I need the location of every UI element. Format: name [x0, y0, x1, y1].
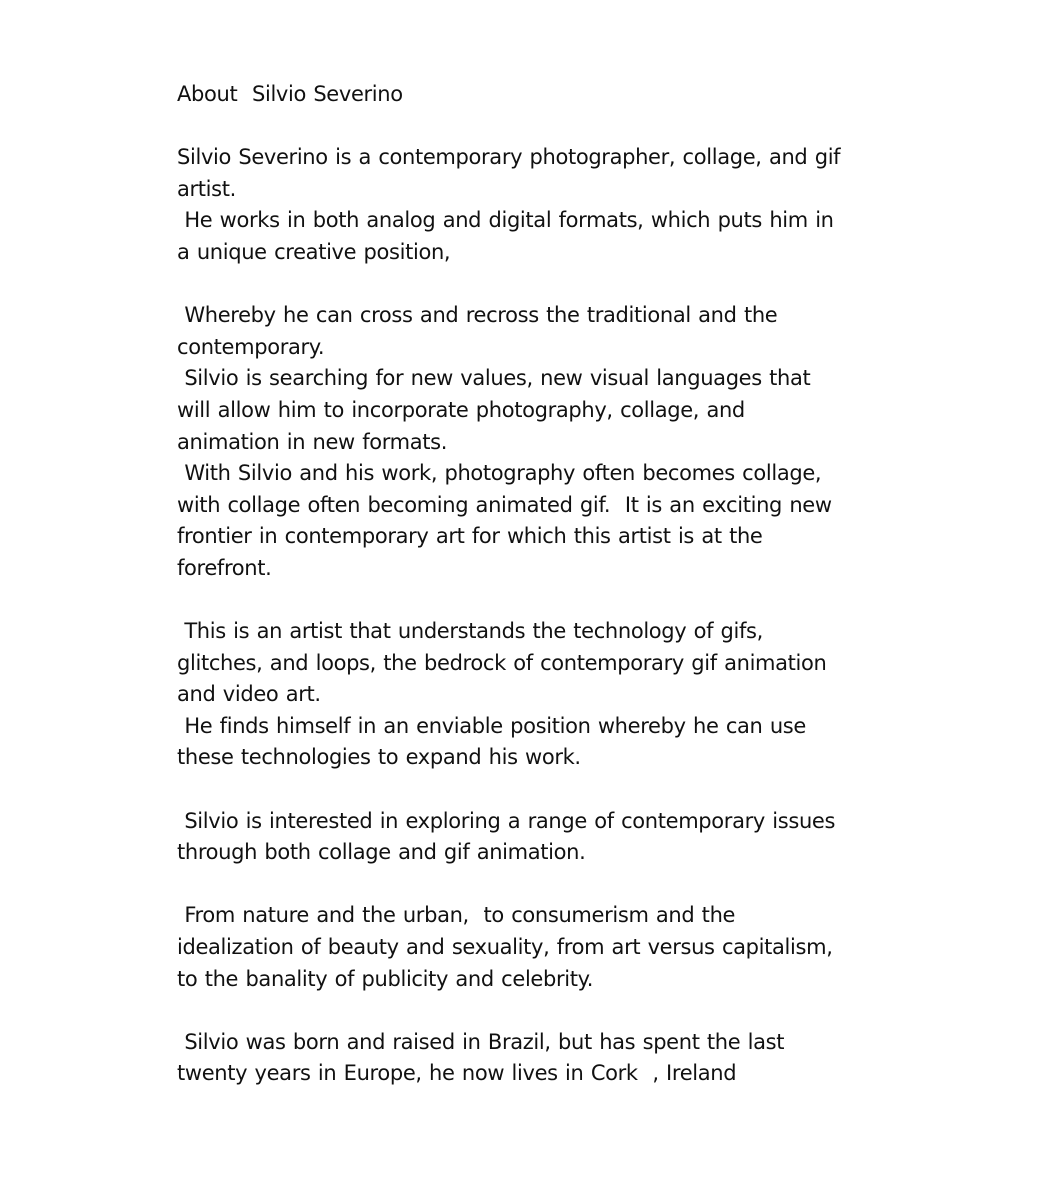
text-line: Silvio is interested in exploring a range of contemporary issues	[177, 808, 836, 833]
text-line: idealization of beauty and sexuality, from art versus capitalism,	[177, 935, 833, 960]
text-line: artist.	[177, 176, 236, 201]
text-line: forefront.	[177, 555, 272, 580]
paragraph-gap	[177, 995, 877, 1027]
paragraph-intro	[177, 142, 877, 268]
document-title: About Silvio Severino	[177, 82, 403, 106]
text-line: He finds himself in an enviable position whereby he can use	[177, 713, 806, 738]
text-line: contemporary.	[177, 334, 325, 359]
text-line: these technologies to expand his work.	[177, 745, 581, 770]
document-body	[177, 79, 877, 1090]
text-line: will allow him to incorporate photography, collage, and	[177, 397, 745, 422]
paragraph-gap	[177, 269, 877, 301]
paragraph-gap	[177, 585, 877, 617]
text-line: From nature and the urban, to consumerism and the	[177, 903, 736, 928]
text-line: Whereby he can cross and recross the traditional and the	[177, 303, 778, 328]
text-line: animation in new formats.	[177, 429, 448, 454]
paragraph-biography	[177, 1027, 877, 1090]
paragraph-technology	[177, 616, 877, 774]
text-line: twenty years in Europe, he now lives in Cork , Ireland	[177, 1061, 737, 1086]
text-line: glitches, and loops, the bedrock of contemporary gif animation	[177, 650, 827, 675]
paragraph-interests	[177, 806, 877, 869]
paragraph-gap	[177, 111, 877, 143]
text-line: Silvio Severino is a contemporary photographer, collage, and gif	[177, 145, 841, 170]
text-line: a unique creative position,	[177, 239, 451, 264]
text-line: This is an artist that understands the technology of gifs,	[177, 619, 763, 644]
text-line: through both collage and gif animation.	[177, 840, 586, 865]
text-line: Silvio was born and raised in Brazil, but has spent the last	[177, 1029, 785, 1054]
paragraph-themes	[177, 900, 877, 995]
text-line: He works in both analog and digital formats, which puts him in	[177, 208, 834, 233]
text-line: With Silvio and his work, photography often becomes collage,	[177, 461, 822, 486]
paragraph-gap	[177, 869, 877, 901]
text-line: and video art.	[177, 682, 321, 707]
text-line: with collage often becoming animated gif. It is an exciting new	[177, 492, 832, 517]
paragraph-gap	[177, 774, 877, 806]
text-line: to the banality of publicity and celebrity.	[177, 966, 594, 991]
text-line: frontier in contemporary art for which this artist is at the	[177, 524, 763, 549]
text-line: Silvio is searching for new values, new visual languages that	[177, 366, 811, 391]
paragraph-practice	[177, 300, 877, 584]
